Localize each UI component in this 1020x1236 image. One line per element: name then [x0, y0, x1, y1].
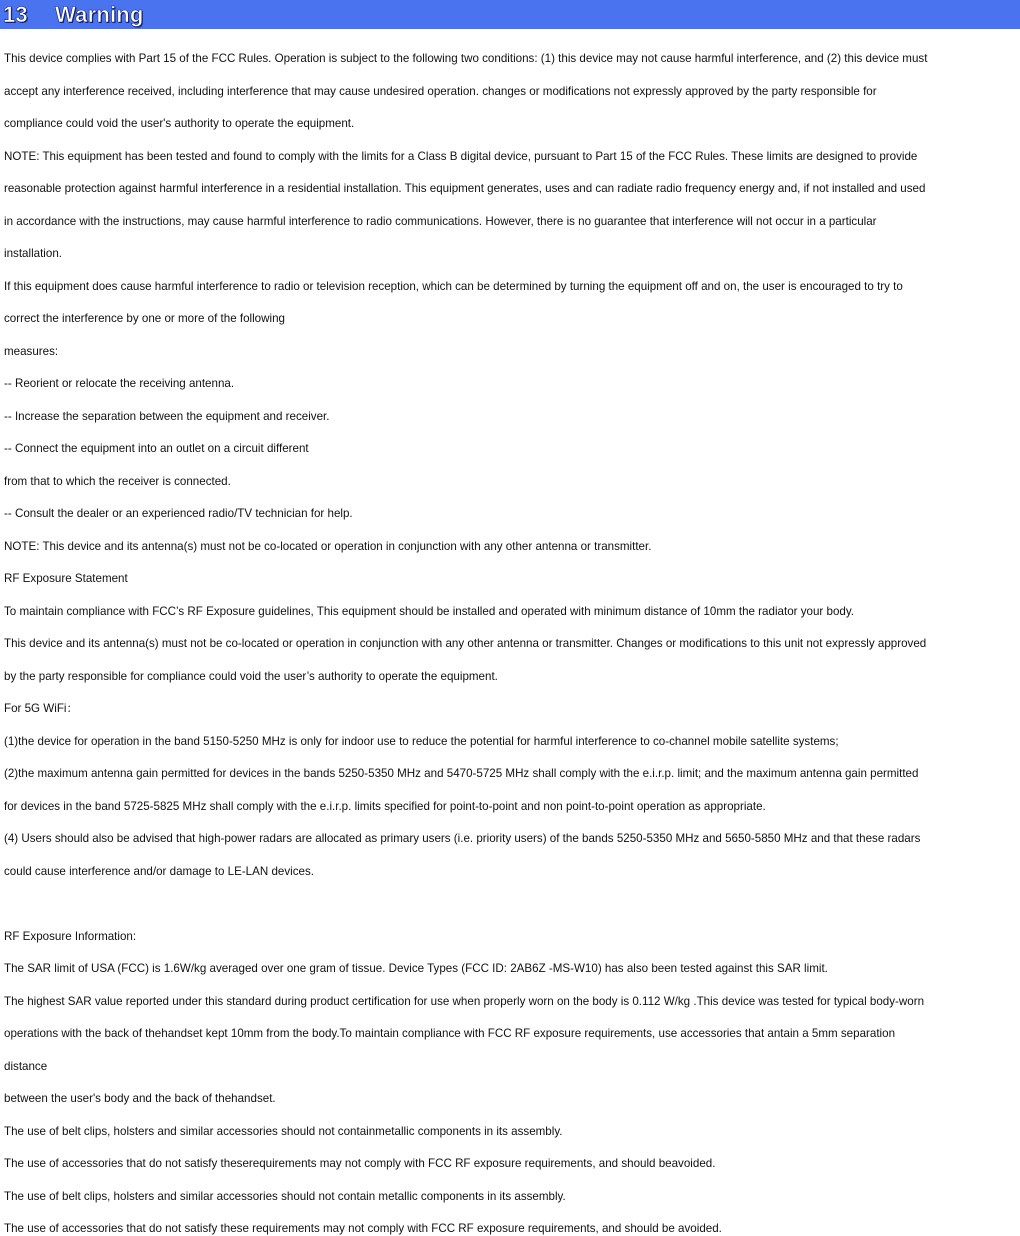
text-line: For 5G WiFi： — [4, 702, 79, 715]
text-line: in accordance with the instructions, may cause harmful interference to radio communications. However, there is no guarantee that interference will not occur in a particular — [4, 215, 877, 228]
text-line: If this equipment does cause harmful interference to radio or television reception, which can be determined by turning the equipment off and on, the user is encouraged to try to — [4, 280, 903, 293]
text-line: RF Exposure Statement — [4, 572, 128, 585]
text-line: reasonable protection against harmful interference in a residential installation. This equipment generates, uses and can radiate radio frequency energy and, if not installed and used — [4, 182, 926, 195]
text-line: This device complies with Part 15 of the FCC Rules. Operation is subject to the following two conditions: (1) this device may not cause harmful interference, and (2) this device must — [4, 52, 928, 65]
text-line: from that to which the receiver is connected. — [4, 475, 231, 488]
text-line: NOTE: This device and its antenna(s) must not be co-located or operation in conjunction with any other antenna or transmitter. — [4, 540, 652, 553]
text-line: (2)the maximum antenna gain permitted for devices in the bands 5250-5350 MHz and 5470-5725 MHz shall comply with the e.i.r.p. limit; and the maximum antenna gain permitted — [4, 767, 919, 780]
text-line: -- Increase the separation between the equipment and receiver. — [4, 410, 330, 423]
text-line: The use of belt clips, holsters and similar accessories should not contain metallic components in its assembly. — [4, 1190, 566, 1203]
text-line: between the user's body and the back of thehandset. — [4, 1092, 276, 1105]
text-line: distance — [4, 1060, 48, 1073]
text-line: NOTE: This equipment has been tested and found to comply with the limits for a Class B digital device, pursuant to Part 15 of the FCC Rules. These limits are designed to provide — [4, 150, 918, 163]
section-header — [0, 0, 1020, 29]
text-line: The use of belt clips, holsters and similar accessories should not containmetallic components in its assembly. — [4, 1125, 563, 1138]
text-line: -- Reorient or relocate the receiving antenna. — [4, 377, 235, 390]
text-line: The use of accessories that do not satisfy these requirements may not comply with FCC RF exposure requirements, and should be avoided. — [4, 1222, 722, 1235]
text-line: measures: — [4, 345, 59, 358]
text-line: To maintain compliance with FCC’s RF Exposure guidelines, This equipment should be installed and operated with minimum distance of 10mm the radiator your body. — [4, 605, 854, 618]
text-line: operations with the back of thehandset kept 10mm from the body.To maintain compliance with FCC RF exposure requirements, use accessories that antain a 5mm separation — [4, 1027, 896, 1040]
text-line: installation. — [4, 247, 63, 260]
text-line: (1)the device for operation in the band 5150-5250 MHz is only for indoor use to reduce the potential for harmful interference to co-channel mobile satellite systems; — [4, 735, 839, 748]
text-line: by the party responsible for compliance could void the user’s authority to operate the equipment. — [4, 670, 498, 683]
text-line: for devices in the band 5725-5825 MHz shall comply with the e.i.r.p. limits specified for point-to-point and non point-to-point operation as appropriate. — [4, 800, 766, 813]
text-line: RF Exposure Information: — [4, 930, 137, 943]
text-line: -- Consult the dealer or an experienced radio/TV technician for help. — [4, 507, 353, 520]
text-line: The highest SAR value reported under this standard during product certification for use when properly worn on the body is 0.112 W/kg .This device was tested for typical body-worn — [4, 995, 925, 1008]
text-line: could cause interference and/or damage to LE-LAN devices. — [4, 865, 314, 878]
text-line: The use of accessories that do not satisfy theserequirements may not comply with FCC RF exposure requirements, and should beavoided. — [4, 1157, 716, 1170]
text-line: This device and its antenna(s) must not be co-located or operation in conjunction with any other antenna or transmitter. Changes or modifications to this unit not expressly approved — [4, 637, 927, 650]
section-number: 13 — [3, 1, 28, 27]
text-line: compliance could void the user's authority to operate the equipment. — [4, 117, 355, 130]
section-title: Warning — [55, 1, 144, 27]
text-line: correct the interference by one or more of the following — [4, 312, 285, 325]
text-line: -- Connect the equipment into an outlet on a circuit different — [4, 442, 309, 455]
text-line: The SAR limit of USA (FCC) is 1.6W/kg averaged over one gram of tissue. Device Types (FCC ID: 2AB6Z -MS-W10) has also been tested against this SAR limit. — [4, 962, 828, 975]
text-line: accept any interference received, including interference that may cause undesired operation. changes or modifications not expressly approved by the party responsible for — [4, 85, 877, 98]
text-line: (4) Users should also be advised that high-power radars are allocated as primary users (i.e. priority users) of the bands 5250-5350 MHz and 5650-5850 MHz and that these radars — [4, 832, 921, 845]
